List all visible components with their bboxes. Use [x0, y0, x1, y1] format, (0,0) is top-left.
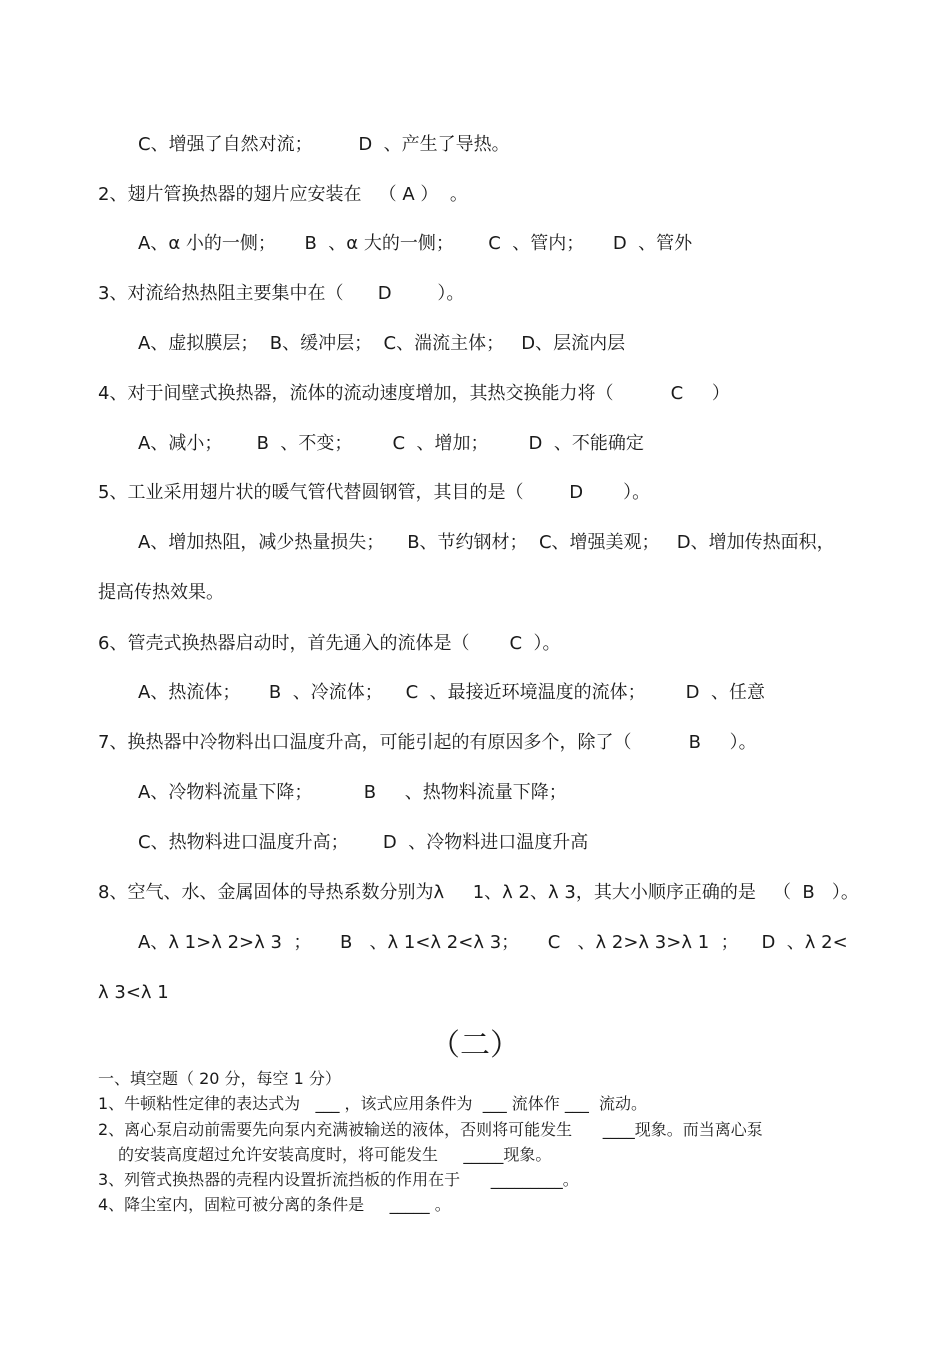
options-q2: A、α 小的一侧； B 、α 大的一侧； C 、管内； D 、管外 — [138, 233, 693, 254]
fill-question-4: 4、降尘室内，固粒可被分离的条件是 _____ 。 — [98, 1195, 451, 1214]
options-q8: A、λ 1>λ 2>λ 3 ； B 、λ 1<λ 2<λ 3； C 、λ 2>λ 3>λ 1 ； D 、λ 2< — [138, 932, 848, 953]
question-7: 7、换热器中冷物料出口温度升高，可能引起的有原因多个，除了（ B ）。 — [98, 732, 757, 753]
question-6: 6、管壳式换热器启动时，首先通入的流体是（ C ）。 — [98, 633, 561, 654]
options-q8-continued: λ 3<λ 1 — [98, 982, 169, 1003]
option-line-q1-cd: C、增强了自然对流； D 、产生了导热。 — [138, 134, 510, 155]
options-q4: A、减小； B 、不变； C 、增加； D 、不能确定 — [138, 433, 644, 454]
question-5: 5、工业采用翅片状的暖气管代替圆钢管，其目的是（ D ）。 — [98, 482, 651, 503]
fill-question-2: 2、离心泵启动前需要先向泵内充满被输送的液体，否则将可能发生 ____现象。而当离心泵 — [98, 1120, 763, 1139]
fill-heading: 一、填空题（ 20 分，每空 1 分） — [98, 1069, 341, 1088]
options-q5-continued: 提高传热效果。 — [98, 582, 224, 603]
question-8: 8、空气、水、金属固体的导热系数分别为λ 1、λ 2、λ 3，其大小顺序正确的是 （ B ）。 — [98, 882, 859, 903]
options-q7-cd: C、热物料进口温度升高； D 、冷物料进口温度升高 — [138, 832, 589, 853]
options-q6: A、热流体； B 、冷流体； C 、最接近环境温度的流体； D 、任意 — [138, 682, 765, 703]
question-3: 3、对流给热热阻主要集中在（ D ）。 — [98, 283, 465, 304]
question-4: 4、对于间壁式换热器，流体的流动速度增加，其热交换能力将（ C ） — [98, 383, 730, 404]
options-q5: A、增加热阻，减少热量损失； B、节约钢材； C、增强美观； D、增加传热面积， — [138, 532, 835, 553]
section-title: （二） — [430, 1028, 520, 1063]
fill-question-1: 1、牛顿粘性定律的表达式为 ___ ，该式应用条件为 ___ 流体作 ___ 流动。 — [98, 1094, 648, 1113]
fill-question-2-continued: 的安装高度超过允许安装高度时，将可能发生 _____现象。 — [118, 1145, 552, 1164]
options-q3: A、虚拟膜层； B、缓冲层； C、湍流主体； D、层流内层 — [138, 333, 626, 354]
fill-question-3: 3、列管式换热器的壳程内设置折流挡板的作用在于 _________。 — [98, 1170, 579, 1189]
question-2: 2、翅片管换热器的翅片应安装在 （ A ） 。 — [98, 184, 468, 205]
options-q7-ab: A、冷物料流量下降； B 、热物料流量下降； — [138, 782, 567, 803]
